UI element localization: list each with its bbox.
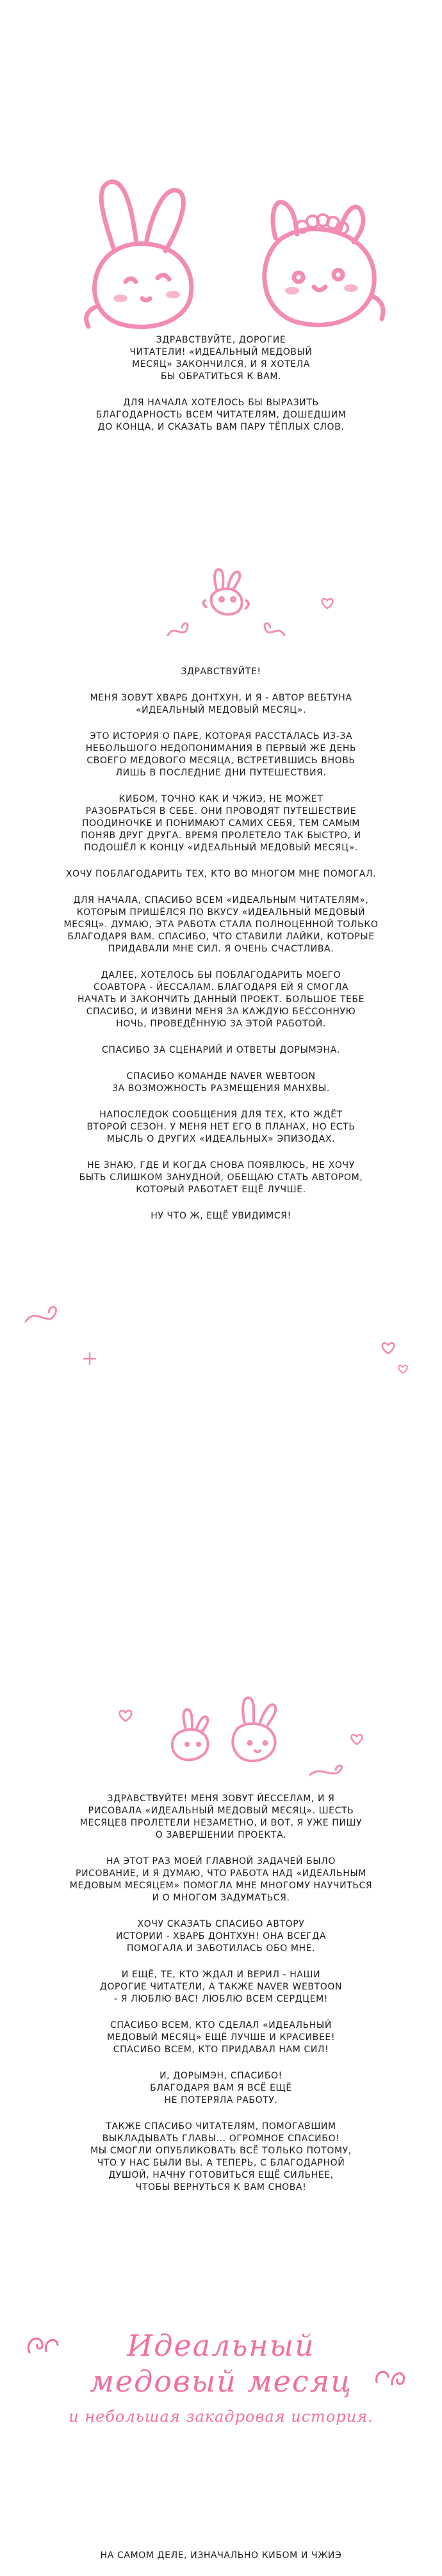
greeting-block bbox=[0, 334, 442, 448]
letter-line: МЕДОВЫМ МЕСЯЦЕМ» ПОМОГЛА МНЕ МНОГОМУ НАУЧИТЬСЯ bbox=[69, 1881, 373, 1891]
letter-line: КИБОМ, ТОЧНО КАК И ЧЖИЭ, НЕ МОЖЕТ bbox=[119, 794, 323, 804]
title-subtitle: и небольшая закадровая история. bbox=[69, 2408, 373, 2426]
heart-icon bbox=[350, 1733, 364, 1746]
letter-line: И, ДОРЫМЭН, СПАСИБО! bbox=[160, 2071, 282, 2081]
letter-line: СПАСИБО ЗА СЦЕНАРИЙ И ОТВЕТЫ ДОРЫМЭНА. bbox=[102, 1045, 340, 1055]
letter-line: МЕНЯ ЗОВУТ ХВАРБ ДОНТХУН, И Я - АВТОР ВЕБТУНА bbox=[90, 693, 352, 703]
letter-line: НОЧЬ, ПРОВЕДЁННУЮ ЗА ЭТОЙ РАБОТОЙ. bbox=[116, 1019, 326, 1029]
letter-line: РАЗОБРАТЬСЯ В СЕБЕ. ОНИ ПРОВОДЯТ ПУТЕШЕСТВИЕ bbox=[85, 806, 357, 816]
letter-line: МЫ СМОГЛИ ОПУБЛИКОВАТЬ ВСЁ ТОЛЬКО ПОТОМУ, bbox=[90, 2146, 352, 2156]
bunny-small-icon bbox=[200, 563, 251, 621]
letter-line: - Я ЛЮБЛЮ ВАС! ЛЮБЛЮ ВСЕМ СЕРДЦЕМ! bbox=[114, 1994, 328, 2004]
heart-icon bbox=[320, 597, 334, 610]
letter-line: ВЫКЛАДЫВАТЬ ГЛАВЫ... ОГРОМНОЕ СПАСИБО! bbox=[102, 2134, 340, 2144]
letter-line: НА САМОМ ДЕЛЕ, ИЗНАЧАЛЬНО КИБОМ И ЧЖИЭ bbox=[100, 2550, 342, 2561]
letter-line: НЕБОЛЬШОГО НЕДОПОНИМАНИЯ В ПЕРВЫЙ ЖЕ ДЕНЬ bbox=[85, 743, 357, 754]
letter-line: НУ ЧТО Ж, ЕЩЁ УВИДИМСЯ! bbox=[151, 1211, 291, 1221]
letter-line: БЛАГОДАРЯ ВАМ Я ВСЁ ЕЩЁ bbox=[150, 2083, 292, 2093]
letter-line: ПООДИНОЧКЕ И ПОНИМАЮТ САМИХ СЕБЯ, ТЕМ САМЫМ bbox=[82, 818, 360, 829]
letter-line: О ЗАВЕРШЕНИИ ПРОЕКТА. bbox=[155, 1830, 287, 1840]
greeting-line: ЧИТАТЕЛИ! «ИДЕАЛЬНЫЙ МЕДОВЫЙ bbox=[129, 347, 313, 357]
backstory-block bbox=[0, 2550, 442, 2576]
letter-line: ДЛЯ НАЧАЛА, СПАСИБО ВСЕМ «ИДЕАЛЬНЫМ ЧИТАТЕЛЯМ», bbox=[73, 895, 369, 905]
letter-line: МЕСЯЦЕВ ПРОЛЕТЕЛИ НЕЗАМЕТНО, И ВОТ, Я УЖЕ ПИШУ bbox=[79, 1818, 363, 1828]
heart-icon bbox=[118, 1708, 133, 1722]
swirl-icon bbox=[23, 1302, 68, 1328]
letter-line: РИСОВАНИЕ, И Я ДУМАЮ, ЧТО РАБОТА НАД «ИДЕАЛЬНЫМ bbox=[76, 1868, 366, 1879]
title-line-2: медовый месяц bbox=[89, 2364, 353, 2399]
letter-line: ЭТО ИСТОРИЯ О ПАРЕ, КОТОРАЯ РАССТАЛАСЬ ИЗ-ЗА bbox=[89, 731, 353, 741]
letter-line: ПОНЯВ ДРУГ ДРУГА. ВРЕМЯ ПРОЛЕТЕЛО ТАК БЫСТРО, И bbox=[81, 830, 361, 841]
bunny-right-icon bbox=[243, 168, 391, 334]
letter-line: БЫТЬ СЛИШКОМ ЗАНУДНОЙ, ОБЕЩАЮ СТАТЬ АВТОРОМ, bbox=[79, 1172, 363, 1183]
letter-line: ЧТО У НАС БЫЛИ ВЫ. А ТЕПЕРЬ, С БЛАГОДАРНОЙ bbox=[97, 2158, 345, 2168]
letter-line: И ЕЩЁ, ТЕ, КТО ЖДАЛ И ВЕРИЛ - НАШИ bbox=[121, 1970, 321, 1980]
letter-line: НА ЭТОТ РАЗ МОЕЙ ГЛАВНОЙ ЗАДАЧЕЙ БЫЛО bbox=[106, 1856, 336, 1867]
letter-line: НАПОСЛЕДОК СООБЩЕНИЯ ДЛЯ ТЕХ, КТО ЖДЁТ bbox=[99, 1110, 343, 1120]
bunny-left-icon bbox=[76, 173, 217, 333]
letter-line: НАЧАТЬ И ЗАКОНЧИТЬ ДАННЫЙ ПРОЕКТ. БОЛЬШОЕ ТЕБЕ bbox=[77, 994, 365, 1005]
swirl-icon bbox=[165, 620, 204, 639]
sparkle-icon bbox=[83, 1352, 96, 1365]
letter-line: СВОЕГО МЕДОВОГО МЕСЯЦА, ВСТРЕТИВШИСЬ ВНОВЬ bbox=[86, 756, 356, 766]
letter-line: НЕ ПОТЕРЯЛА РАБОТУ. bbox=[164, 2095, 278, 2105]
title-line-1: Идеальный bbox=[127, 2328, 315, 2363]
letter-line: ПОМОГАЛА И ЗАБОТИЛАСЬ ОБО МНЕ. bbox=[126, 1943, 316, 1954]
greeting-line: БЫ ОБРАТИТЬСЯ К ВАМ. bbox=[160, 371, 282, 382]
letter-line: ЛИШЬ В ПОСЛЕДНИЕ ДНИ ПУТЕШЕСТВИЯ. bbox=[115, 768, 327, 778]
letter-line: ЗДРАВСТВУЙТЕ! bbox=[181, 667, 261, 677]
letter-line: ДОРОГИЕ ЧИТАТЕЛИ, А ТАКЖЕ NAVER WEBTOON bbox=[99, 1982, 343, 1992]
letter-line: РИСОВАЛА «ИДЕАЛЬНЫЙ МЕДОВЫЙ МЕСЯЦ». ШЕСТЬ bbox=[88, 1806, 354, 1816]
letter-line: ХОЧУ ПОБЛАГОДАРИТЬ ТЕХ, КТО ВО МНОГОМ МНЕ ПОМОГАЛ. bbox=[65, 869, 377, 879]
letter-line: «ИДЕАЛЬНЫЙ МЕДОВЫЙ МЕСЯЦ». bbox=[135, 705, 306, 715]
letter-line: ВТОРОЙ СЕЗОН. У МЕНЯ НЕТ ЕГО В ПЛАНАХ, НО ЕСТЬ bbox=[86, 1122, 356, 1132]
thanks-line: ДО КОНЦА, И СКАЗАТЬ ВАМ ПАРУ ТЁПЛЫХ СЛОВ. bbox=[97, 422, 345, 432]
letter-line: ЧТОБЫ ВЕРНУТЬСЯ К ВАМ СНОВА! bbox=[135, 2182, 307, 2192]
letter-line: СПАСИБО ВСЕМ, КТО ПРИДАВАЛ НАМ СИЛ! bbox=[113, 2045, 329, 2055]
letter-line: ЗА ВОЗМОЖНОСТЬ РАЗМЕЩЕНИЯ МАНХВЫ. bbox=[112, 1083, 330, 1094]
swirl-icon bbox=[249, 620, 287, 639]
swirl-icon bbox=[307, 1762, 352, 1781]
letter-line: МЫСЛЬ О ДРУГИХ «ИДЕАЛЬНЫХ» ЭПИЗОДАХ. bbox=[106, 1134, 336, 1144]
thanks-line: ДЛЯ НАЧАЛА ХОТЕЛОСЬ БЫ ВЫРАЗИТЬ bbox=[123, 398, 319, 408]
letter-line: ТАКЖЕ СПАСИБО ЧИТАТЕЛЯМ, ПОМОГАВШИМ bbox=[106, 2121, 336, 2132]
letter-line: КОТОРЫЙ РАБОТАЕТ ЕЩЁ ЛУЧШЕ. bbox=[136, 1185, 306, 1195]
letter-line: МЕДОВЫЙ МЕСЯЦ» ЕЩЁ ЛУЧШЕ И КРАСИВЕЕ! bbox=[106, 2032, 336, 2043]
artist-letter-block bbox=[0, 1793, 442, 2208]
letter-line: ДАЛЕЕ, ХОТЕЛОСЬ БЫ ПОБЛАГОДАРИТЬ МОЕГО bbox=[101, 970, 341, 980]
letter-line: ПОДОШЁЛ К КОНЦУ «ИДЕАЛЬНЫЙ МЕДОВЫЙ МЕСЯЦ». bbox=[84, 843, 358, 853]
greeting-line: ЗДРАВСТВУЙТЕ, ДОРОГИЕ bbox=[156, 335, 286, 345]
author-letter-block bbox=[0, 666, 442, 1236]
letter-line: ДУШОЙ, НАЧНУ ГОТОВИТЬСЯ ЕЩЁ СИЛЬНЕЕ, bbox=[108, 2170, 334, 2180]
letter-line: БЛАГОДАРЯ ВАМ. СПАСИБО, ЧТО СТАВИЛИ ЛАЙКИ, КОТОРЫЕ bbox=[67, 932, 375, 942]
letter-line: КОТОРЫМ ПРИШЁЛСЯ ПО ВКУСУ «ИДЕАЛЬНЫЙ МЕДОВЫЙ bbox=[76, 907, 366, 918]
heart-icon bbox=[397, 1364, 409, 1374]
letter-line: И О МНОГОМ ЗАДУМАТЬСЯ. bbox=[152, 1893, 290, 1903]
letter-line: СОАВТОРА - ЙЕССАЛАМ. БЛАГОДАРЯ ЕЙ Я СМОГЛА bbox=[93, 982, 349, 992]
thanks-line: БЛАГОДАРНОСТЬ ВСЕМ ЧИТАТЕЛЯМ, ДОШЕДШИМ bbox=[95, 410, 347, 420]
letter-line: ПРИДАВАЛИ МНЕ СИЛ. Я ОЧЕНЬ СЧАСТЛИВА. bbox=[108, 944, 334, 954]
letter-line: СПАСИБО, И ИЗВИНИ МЕНЯ ЗА КАЖДУЮ БЕССОННУЮ bbox=[86, 1007, 356, 1017]
letter-line: ИСТОРИИ - ХВАРБ ДОНТХУН! ОНА ВСЕГДА bbox=[115, 1931, 327, 1941]
greeting-line: МЕСЯЦ» ЗАКОНЧИЛСЯ, И Я ХОТЕЛА bbox=[132, 359, 310, 369]
heart-icon bbox=[381, 1341, 396, 1355]
bunny-two-icon bbox=[160, 1690, 288, 1767]
letter-line: НЕ ЗНАЮ, ГДЕ И КОГДА СНОВА ПОЯВЛЮСЬ, НЕ ХОЧУ bbox=[87, 1160, 355, 1171]
letter-line: ХОЧУ СКАЗАТЬ СПАСИБО АВТОРУ bbox=[137, 1919, 305, 1929]
letter-line: ЗДРАВСТВУЙТЕ! МЕНЯ ЗОВУТ ЙЕССЕЛАМ, И Я bbox=[107, 1794, 335, 1804]
letter-line: МЕСЯЦ». ДУМАЮ, ЭТА РАБОТА СТАЛА ПОЛНОЦЕННОЙ ТОЛЬКО bbox=[63, 919, 379, 930]
letter-line: СПАСИБО КОМАНДЕ NAVER WEBTOON bbox=[126, 1071, 316, 1081]
letter-line: СПАСИБО ВСЕМ, КТО СДЕЛАЛ «ИДЕАЛЬНЫЙ bbox=[110, 2020, 332, 2030]
